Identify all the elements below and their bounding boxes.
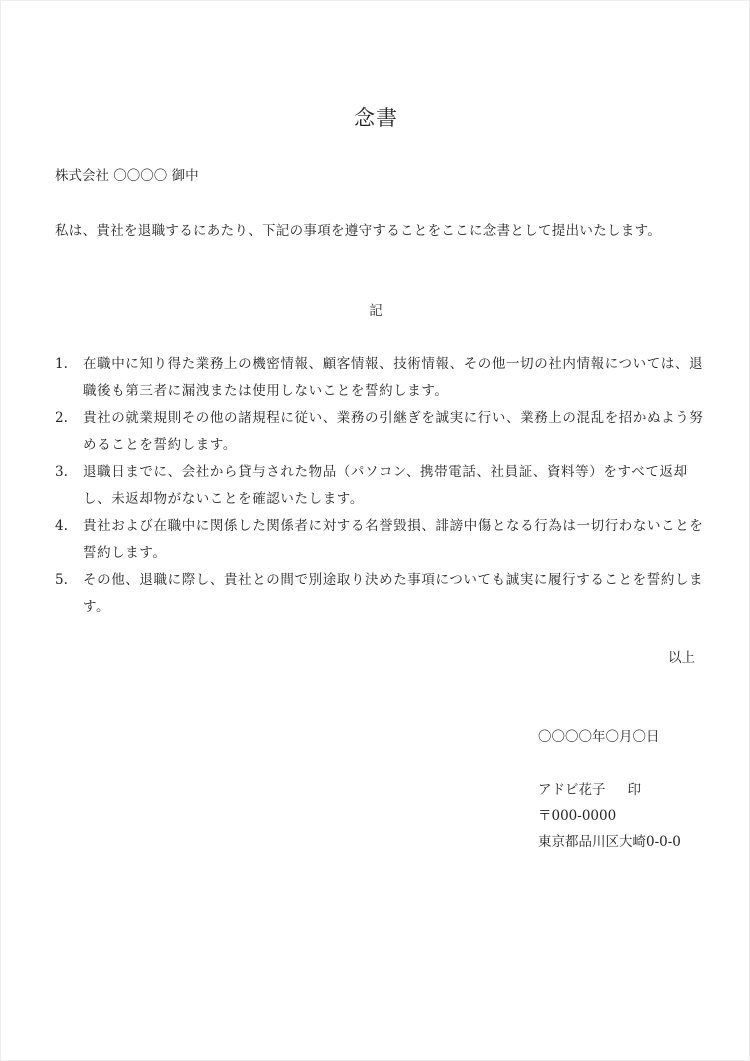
document-title: 念書 <box>354 106 398 130</box>
pledge-item-number: 3. <box>55 464 68 480</box>
pledge-item-number: 2. <box>55 410 68 426</box>
pledge-item <box>55 351 705 405</box>
pledge-item-number: 5. <box>55 572 68 588</box>
pledge-item <box>55 405 705 459</box>
signature-block <box>538 726 681 853</box>
pledge-item-number: 4. <box>55 518 68 534</box>
signer-address: 東京都品川区大崎0-0-0 <box>538 834 681 850</box>
pledge-item-text: 貴社および在職中に関係した関係者に対する名誉毀損、誹謗中傷となる行為は一切行わないことを誓約します。 <box>83 518 704 561</box>
pledge-item-text: 退職日までに、会社から貸与された物品（パソコン、携帯電話、社員証、資料等）をすべて返却し、未返却物がないことを確認いたします。 <box>83 464 688 507</box>
pledge-item-text: 貴社の就業規則その他の諸規程に従い、業務の引継ぎを誠実に行い、業務上の混乱を招かぬよう努めることを誓約します。 <box>83 410 704 453</box>
intro-paragraph: 私は、貴社を退職するにあたり、下記の事項を遵守することをここに念書として提出いたします。 <box>55 223 662 239</box>
signature-name-line <box>538 779 681 801</box>
pledge-item <box>55 513 705 567</box>
signature-date: 〇〇〇〇年〇月〇日 <box>538 729 660 745</box>
signer-name: アドビ花子 <box>538 782 606 798</box>
pledge-item-text: 在職中に知り得た業務上の機密情報、顧客情報、技術情報、その他一切の社内情報については、退職後も第三者に漏洩または使用しないことを誓約します。 <box>83 356 704 399</box>
seal-mark: 印 <box>627 782 641 798</box>
pledge-item <box>55 459 705 513</box>
pledge-list <box>55 351 705 621</box>
ki-heading: 記 <box>369 303 383 319</box>
pledge-item-text: その他、退職に際し、貴社との間で別途取り決めた事項についても誠実に履行することを誓約します。 <box>83 572 704 615</box>
addressee: 株式会社 〇〇〇〇 御中 <box>55 168 199 184</box>
pledge-item-number: 1. <box>55 356 68 372</box>
pledge-item <box>55 567 705 621</box>
closing-ijo: 以上 <box>668 650 695 666</box>
postal-code: 〒000-0000 <box>538 808 617 824</box>
